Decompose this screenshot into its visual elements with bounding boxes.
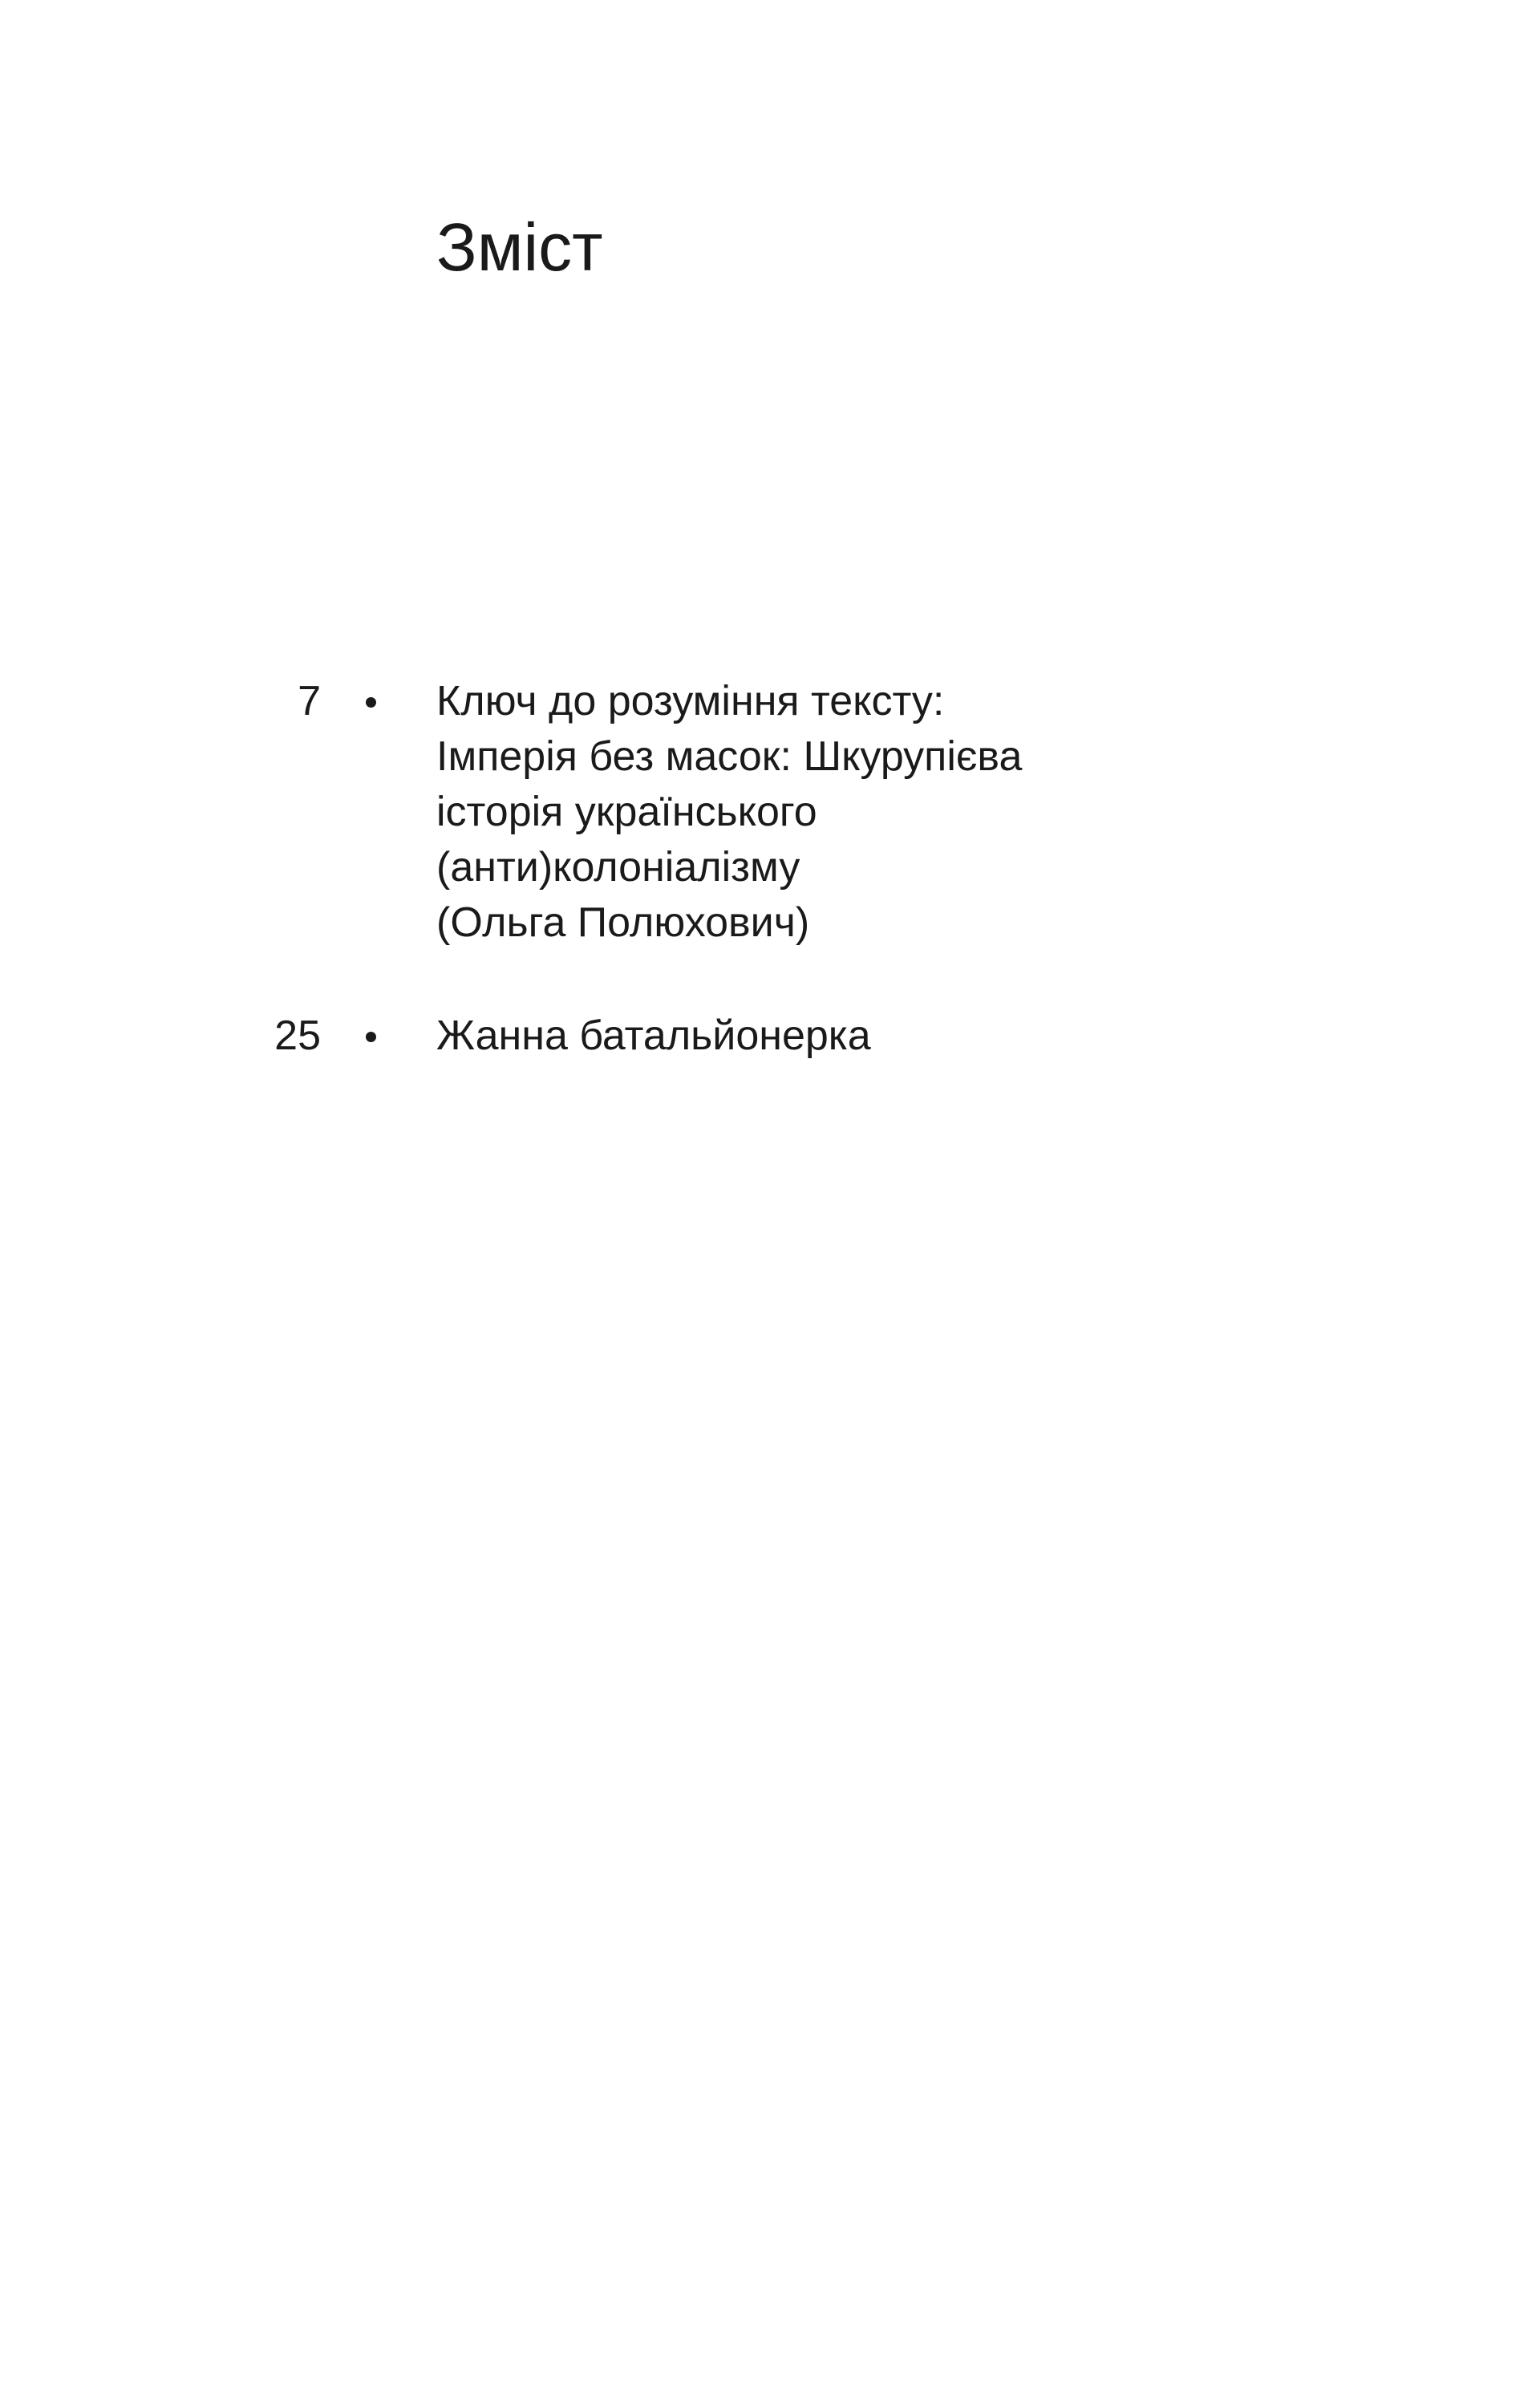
toc-page-number: 7 — [298, 678, 321, 724]
toc-entry-title — [436, 1008, 1319, 1064]
toc-title-line: Ключ до розуміння тексту: — [436, 678, 945, 724]
toc-title-line: (анти)колоніалізму — [436, 844, 800, 891]
toc-title-line: Жанна батальйонерка — [436, 1012, 871, 1059]
bullet-icon — [366, 1032, 376, 1042]
toc-entry-title — [436, 674, 1319, 951]
page-title: Зміст — [436, 209, 603, 285]
bullet-icon — [366, 697, 376, 708]
toc-title-line: Імперія без масок: Шкурупієва — [436, 733, 1023, 780]
toc-page-number: 25 — [274, 1012, 321, 1059]
toc-title-line: історія українського — [436, 789, 817, 835]
toc-title-line: (Ольга Полюхович) — [436, 899, 810, 946]
